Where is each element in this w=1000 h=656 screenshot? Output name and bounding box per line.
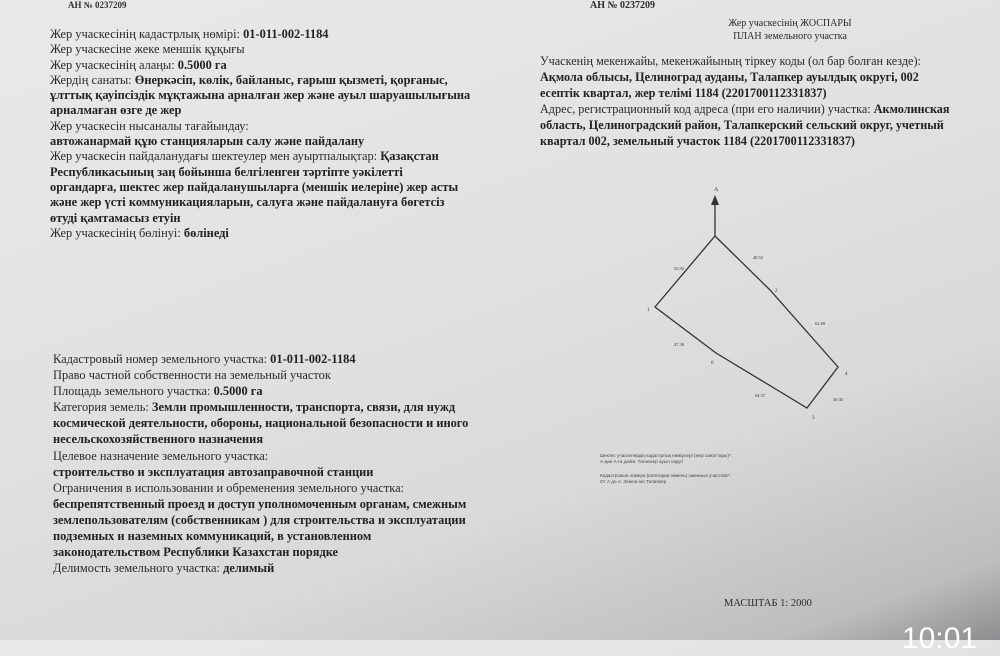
address-line: область, Целиноградский район, Талапкерский сельский округ, учетный bbox=[540, 118, 944, 132]
segment-length: 47.38 bbox=[674, 342, 685, 347]
plan-title-ru: ПЛАН земельного участка bbox=[733, 31, 847, 42]
vertex-label: 1 bbox=[647, 308, 650, 313]
adjacent-value: А-дан А-ға дейін: Талапкер ауыл округі bbox=[600, 459, 684, 464]
segment-length: 53.92 bbox=[674, 266, 685, 271]
divisibility-value: делимый bbox=[223, 561, 275, 576]
vertex-label: 2 bbox=[775, 289, 778, 294]
cadastral-number: 01-011-002-1184 bbox=[270, 352, 356, 366]
label: Жердің санаты: bbox=[50, 72, 135, 87]
label: Кадастровые номера (категории земель) смежных участков*: bbox=[600, 473, 731, 478]
label: Кадастровый номер земельного участка: bbox=[53, 352, 271, 366]
serial-number-right: АН № 0237209 bbox=[590, 0, 656, 11]
address-line: есептік квартал, жер телімі 1184 (2201700112331837) bbox=[540, 86, 827, 100]
north-label: А bbox=[714, 187, 719, 193]
label: Жер учаскесін пайдаланудағы шектеулер мен ауыртпалықтар: bbox=[50, 149, 381, 164]
purpose-value: строительство и эксплуатация автозаправочной станции bbox=[53, 464, 374, 479]
purpose-value: автожанармай құю станцияларын салу және пайдалану bbox=[50, 134, 365, 149]
label: Категория земель: bbox=[53, 400, 152, 415]
category-line: ұлттық қауіпсіздік мұқтажына арналған жер және ауыл шаруашылығына bbox=[50, 88, 471, 103]
plan-scale: МАСШТАБ 1: 2000 bbox=[724, 598, 812, 609]
label: Целевое назначение земельного участка: bbox=[53, 448, 269, 463]
clock-overlay: 10:01 bbox=[902, 622, 978, 655]
label: Учаскенің мекенжайы, мекенжайының тіркеу коды (ол бар болған кезде): bbox=[540, 54, 921, 68]
label: Шектес учаскелердің кадастрлық нөмірлері (жер санаттары)*: bbox=[600, 453, 732, 458]
ownership-right: Жер учаскесіне жеке меншік құқығы bbox=[50, 42, 245, 57]
restriction-line: землепользователям (собственникам ) для строительства и эксплуатации bbox=[53, 512, 466, 527]
address-line: Акмолинская bbox=[873, 102, 950, 116]
address-line: Ақмола облысы, Целиноград ауданы, Талапкер ауылдық округі, 002 bbox=[540, 70, 919, 84]
label: Жер учаскесінің алаңы: bbox=[50, 57, 178, 72]
adjacent-plots bbox=[600, 453, 732, 485]
restriction-line: органдарға, шектес жер пайдаланушыларға (меншік иелеріне) жер асты bbox=[50, 179, 459, 194]
category-line: космической деятельности, обороны, национальной безопасности и иного bbox=[53, 416, 469, 431]
category-line: несельскохозяйственного назначения bbox=[53, 432, 264, 447]
restriction-line: және жер үсті коммуникацияларын, салуға және пайдалануға бөгетсіз bbox=[50, 195, 445, 210]
restriction-line: Республикасының заң бойынша белгіленген тәртіпте уәкілетті bbox=[50, 164, 403, 179]
serial-number-left: АН № 0237209 bbox=[68, 0, 127, 10]
label: Жер учаскесінің бөлінуі: bbox=[50, 225, 184, 240]
segment-length: 64.37 bbox=[755, 393, 766, 398]
vertex-label: 4 bbox=[845, 372, 848, 377]
plot-boundary bbox=[655, 236, 838, 408]
restriction-line: беспрепятственный проезд и доступ уполномоченным органам, смежным bbox=[53, 496, 467, 511]
cadastral-number: 01-011-002-1184 bbox=[243, 27, 329, 41]
category-line: Земли промышленности, транспорта, связи, для нужд bbox=[151, 400, 456, 415]
restriction-line: подземных и наземных коммуникаций, в установленном bbox=[53, 529, 372, 544]
area-value: 0.5000 га bbox=[177, 57, 227, 72]
vertex-label: 6 bbox=[711, 361, 714, 366]
label: Жер учаскесін нысаналы тағайындау: bbox=[50, 118, 249, 133]
label: Делимость земельного участка: bbox=[53, 561, 224, 576]
north-arrow-head bbox=[711, 195, 719, 205]
segment-length: 48.52 bbox=[753, 255, 764, 260]
restriction-line: Қазақстан bbox=[380, 149, 439, 164]
category-line: Өнеркәсіп, көлік, байланыс, ғарыш қызметі, қорғаныс, bbox=[134, 72, 448, 87]
segment-length: 62.89 bbox=[815, 321, 826, 326]
plan-title-kz: Жер учаскесінің ЖОСПАРЫ bbox=[728, 18, 852, 29]
address-line: квартал 002, земельный участок 1184 (2201700112331837) bbox=[540, 134, 855, 148]
category-line: арналмаған өзге де жер bbox=[50, 103, 182, 118]
label: Адрес, регистрационный код адреса (при его наличии) участка: bbox=[540, 102, 874, 116]
vertex-label: 3 bbox=[812, 416, 815, 421]
restriction-line: өтуді қамтамасыз етуін bbox=[50, 210, 181, 225]
label: Площадь земельного участка: bbox=[53, 384, 214, 399]
segment-length: 30.45 bbox=[833, 397, 844, 402]
label: Ограничения в использовании и обременения земельного участка: bbox=[53, 480, 405, 495]
adjacent-value: От А до А: Земли а/о Талапкер bbox=[600, 479, 667, 484]
restriction-line: законодательством Республики Казахстан порядке bbox=[53, 545, 339, 560]
label: Жер учаскесінің кадастрлық нөмірі: bbox=[50, 27, 244, 41]
divisibility-value: бөлінеді bbox=[183, 225, 229, 240]
ownership-right: Право частной собственности на земельный участок bbox=[53, 368, 331, 383]
area-value: 0.5000 га bbox=[213, 384, 263, 399]
